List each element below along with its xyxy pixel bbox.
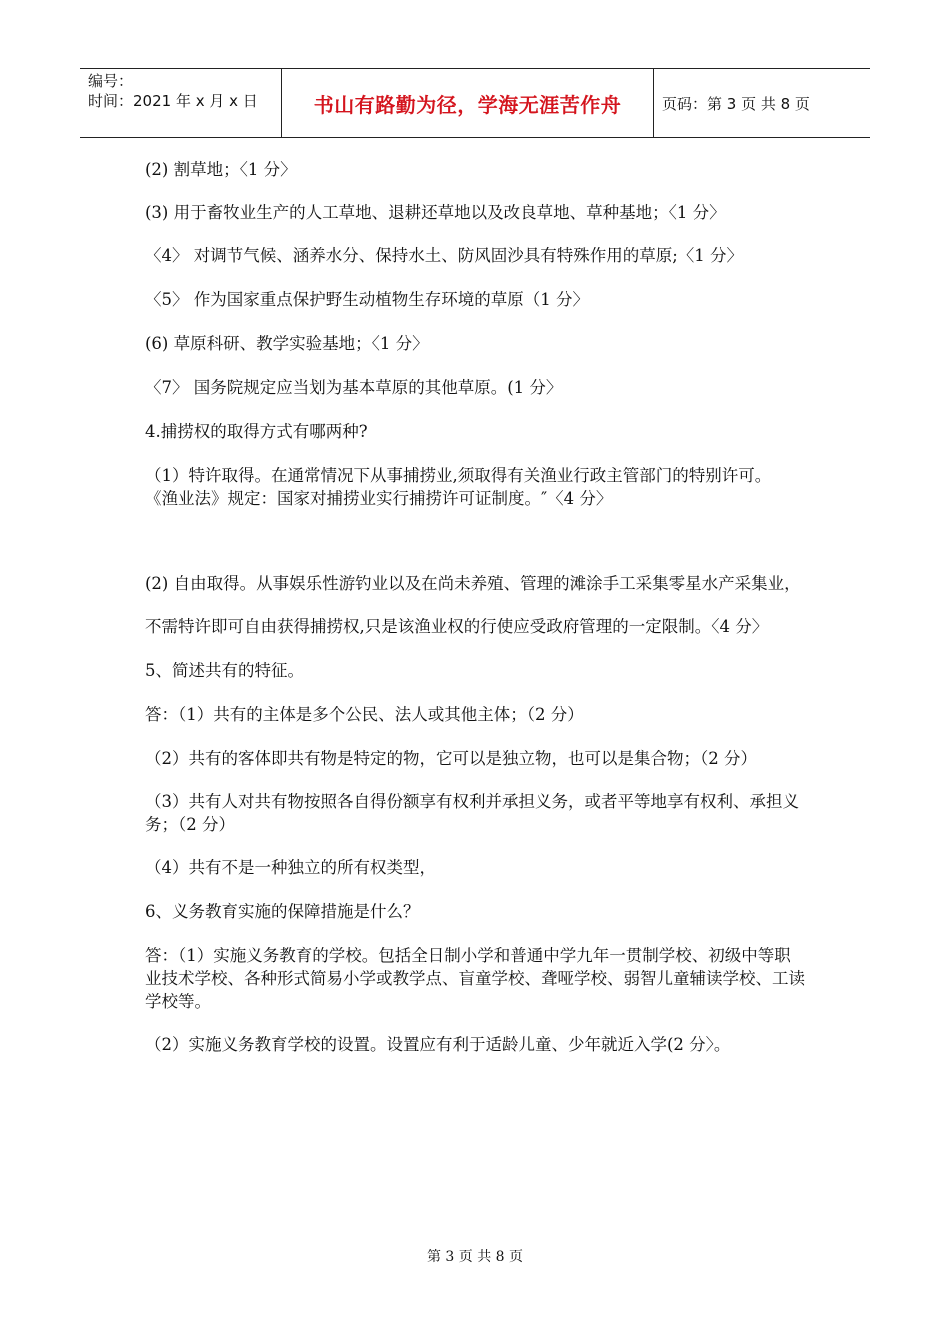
code-label: 编号： xyxy=(88,72,134,90)
header-meta xyxy=(80,69,282,137)
paragraph: （1）特许取得。在通常情况下从事捕捞业,须取得有关渔业行政主管部门的特别许可。 《渔业法》规定：国家对捕捞业实行捕捞许可证制度。″〈4 分〉 xyxy=(145,466,772,508)
question-heading: 4.捕捞权的取得方式有哪两种? xyxy=(145,422,368,441)
header-motto: 书山有路勤为径，学海无涯苦作舟 xyxy=(282,69,654,137)
paragraph: 不需特许即可自由获得捕捞权,只是该渔业权的行使应受政府管理的一定限制。〈4 分〉 xyxy=(145,617,769,636)
paragraph: (2) 割草地；〈1 分〉 xyxy=(145,160,297,179)
page-header xyxy=(80,68,870,138)
document-body xyxy=(145,158,805,1056)
question-heading: 5、简述共有的特征。 xyxy=(145,661,304,680)
paragraph: (2) 自由取得。从事娱乐性游钓业以及在尚未养殖、管理的滩涂手工采集零星水产采集业， xyxy=(145,574,801,593)
footer-page-number: 第 3 页 共 8 页 xyxy=(426,1249,524,1265)
question-heading: 6、义务教育实施的保障措施是什么？ xyxy=(145,902,420,921)
header-page-info: 页码：第 3 页 共 8 页 xyxy=(662,94,810,113)
paragraph: (3) 用于畜牧业生产的人工草地、退耕还草地以及改良草地、草种基地；〈1 分〉 xyxy=(145,203,726,222)
paragraph: 〈4〉 对调节气候、涵养水分、保持水土、防风固沙具有特殊作用的草原;〈1 分〉 xyxy=(145,246,744,265)
paragraph: （3）共有人对共有物按照各自得份额享有权利并承担义务，或者平等地享有权利、承担义务；（2 分） xyxy=(145,792,799,834)
paragraph: （2）实施义务教育学校的设置。设置应有利于适龄儿童、少年就近入学(2 分〉。 xyxy=(145,1035,731,1054)
paragraph: 〈7〉 国务院规定应当划为基本草原的其他草原。(1 分〉 xyxy=(145,378,563,397)
paragraph: 答：（1）实施义务教育的学校。包括全日制小学和普通中学九年一贯制学校、初级中等职业技术学校、各种形式简易小学或教学点、盲童学校、聋哑学校、弱智儿童辅读学校、工读学校等。 xyxy=(145,946,805,1011)
paragraph: 〈5〉 作为国家重点保护野生动植物生存环境的草原（1 分〉 xyxy=(145,290,589,309)
paragraph: (6) 草原科研、教学实验基地；〈1 分〉 xyxy=(145,334,429,353)
time-label: 时间：2021 年 x 月 x 日 xyxy=(88,92,258,110)
paragraph: 答：（1）共有的主体是多个公民、法人或其他主体；（2 分） xyxy=(145,705,584,724)
paragraph: （2）共有的客体即共有物是特定的物，它可以是独立物，也可以是集合物；（2 分） xyxy=(145,749,757,768)
paragraph: （4）共有不是一种独立的所有权类型， xyxy=(145,858,436,877)
page-footer xyxy=(0,1246,950,1266)
